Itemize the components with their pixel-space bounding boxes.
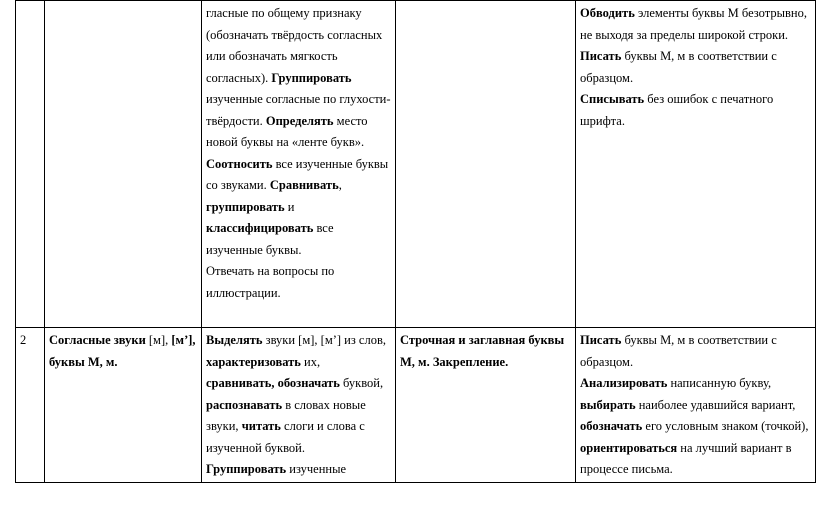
text-run: , (338, 178, 342, 192)
table-row (16, 1, 816, 328)
row1-activities-cell (202, 1, 396, 328)
bold-term: сравнивать, обозначать (206, 376, 340, 390)
text-run: все изученные буквы. (206, 221, 334, 257)
text-run: наиболее удавшийся вариант, (635, 397, 796, 412)
row2-activities-cell (202, 328, 396, 483)
text-run: буквой, (339, 376, 384, 390)
text-run: его условным знаком (точкой), (642, 419, 809, 433)
text-run: гласные по общему признаку (обозначать твёрдость согласных или обозначать мягкость согласных). (206, 6, 383, 85)
bold-term: Определять (265, 113, 334, 128)
bold-term: [м’], буквы М, м. (49, 333, 196, 369)
bold-term: ориентироваться (580, 440, 678, 455)
text-run: написанную букву, (667, 376, 772, 390)
bold-term: Группировать (271, 70, 352, 85)
bold-term: характеризовать (206, 354, 301, 369)
bold-term: Списывать (580, 92, 645, 106)
row2-number-cell: 2 (16, 328, 45, 483)
text-run: изученные согласные по глухости-твёрдости. (206, 92, 391, 128)
bold-term: Выделять (206, 333, 263, 347)
text-run: слоги и слова с изученной буквой. (206, 419, 365, 455)
text-run: все изученные буквы со звуками. (206, 156, 389, 192)
bold-term: Согласные звуки (49, 333, 146, 347)
bold-term: Обводить (580, 6, 635, 20)
row2-topic-cell (45, 328, 202, 483)
text-run: [м], (145, 333, 172, 347)
row2-writing-cell (576, 328, 816, 483)
bold-term: Писать (580, 333, 622, 347)
bold-term: группировать (206, 199, 285, 214)
bold-term: читать (241, 419, 281, 433)
text-run: Отвечать на вопросы по иллюстрации. (206, 264, 335, 300)
text-run: буквы М, м в соответствии с образцом. (580, 49, 777, 85)
text-run: без ошибок с печатного шрифта. (580, 92, 774, 128)
bold-term: обозначать (580, 419, 643, 433)
text-run: буквы М, м в соответствии с образцом. (580, 333, 777, 369)
row1-lesson-cell (396, 1, 576, 328)
row1-number-cell (16, 1, 45, 328)
row1-topic-cell (45, 1, 202, 328)
bold-term: Группировать (206, 462, 287, 476)
text-run: место новой буквы на «ленте букв». (206, 113, 368, 149)
row2-lesson-cell (396, 328, 576, 483)
text-run: и (284, 199, 295, 214)
bold-term: распознавать (206, 397, 283, 412)
text-run: элементы буквы М безотрывно, не выходя за пределы широкой строки. (580, 6, 807, 42)
row1-writing-cell (576, 1, 816, 328)
bold-term: выбирать (580, 397, 636, 412)
text-run: на лучший вариант в процессе письма. (580, 440, 792, 476)
bold-term: Анализировать (580, 376, 668, 390)
bold-term: Строчная и заглавная буквы М, м. Закрепление. (400, 333, 565, 369)
text-run: в словах новые звуки, (206, 397, 366, 433)
bold-term: Соотносить (206, 156, 273, 171)
bold-term: Писать (580, 49, 622, 63)
table-row (16, 328, 816, 483)
text-run: звуки [м], [м’] из слов, (262, 333, 386, 347)
bold-term: классифицировать (206, 221, 314, 235)
bold-term: Сравнивать (269, 178, 339, 192)
text-run: их, (300, 354, 321, 369)
text-run: изученные (286, 462, 347, 476)
lesson-plan-table (15, 0, 816, 483)
